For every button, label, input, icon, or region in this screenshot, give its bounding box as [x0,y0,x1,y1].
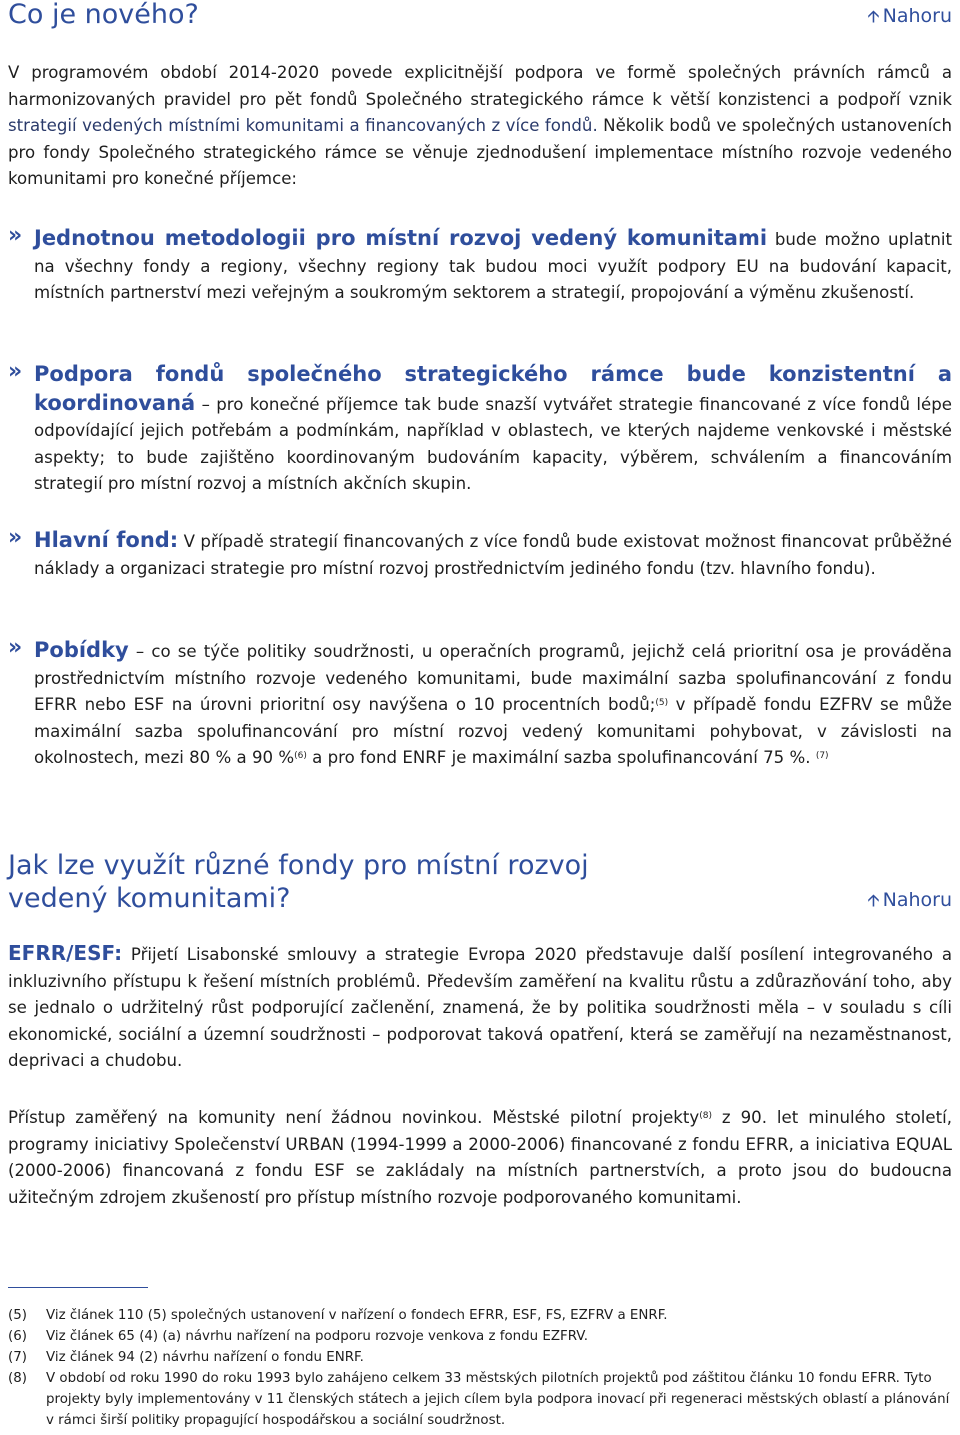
bullet-lead-fund [8,527,952,582]
back-to-top-label: Nahoru [882,5,952,27]
paragraph-text-b: z 90. let minulého století, programy iniciativy Společenství URBAN (1994-1999 a 2000-2006) financované z fondu EFRR, a iniciativa EQUAL (2000-2006) financovaná z fondu ESF se zakládaly na místních partnerstvích, a proto jsou do budoucna užitečným zdrojem zkušeností pro přístup místního rozvoje podporovaného komunitami. [8,1108,952,1207]
footnote-divider [8,1287,148,1288]
footnote-number: (6) [8,1329,27,1344]
footnote-ref[interactable]: (5) [655,698,669,708]
footnote-text: Viz článek 110 (5) společných ustanovení v nařízení o fondech EFRR, ESF, FS, EZFRV a ENRF. [46,1308,668,1323]
footnote-ref[interactable]: (8) [699,1111,712,1121]
intro-text-c: Několik bodů ve společných ustanoveních pro fondy Společného strategického rámce se věnuje zjednodušení implementace místního rozvoje vedeného komunitami pro konečné příjemce: [8,116,952,188]
back-to-top-label: Nahoru [882,889,952,911]
section-title-line2: vedený komunitami? [8,883,291,914]
footnote-item [8,1326,952,1347]
chevron-right-icon: » [8,359,23,384]
intro-paragraph [8,60,952,193]
footnote-number: (8) [8,1371,27,1386]
bullet-text: V případě strategií financovaných z více fondů bude existovat možnost financovat průběžné náklady a organizaci strategie pro místní rozvoj prostřednictvím jediného fondu (tzv. hlavního fondu). [34,532,952,578]
bullet-keyword: Jednotnou metodologii pro místní rozvoj vedený komunitami [34,226,768,250]
chevron-right-icon: » [8,223,23,248]
chevron-right-icon: » [8,525,23,550]
arrow-up-icon: 🡩 [867,7,880,27]
footnote-ref[interactable]: (6) [294,751,307,761]
footnote-item [8,1368,952,1431]
footnote-list [8,1305,952,1431]
efrr-esf-paragraph [8,940,952,1075]
bullet-text: bude možno uplatnit na všechny fondy a regiony, všechny regiony tak budou moci využít podpory EU na budování kapacit, místních partnerství mezi veřejným a soukromým sektorem a strategií, propojování a výměnu zkušeností. [34,230,952,302]
efrr-keyword: EFRR/ESF: [8,941,123,965]
footnote-ref[interactable]: (7) [815,751,829,761]
chevron-right-icon: » [8,635,23,660]
arrow-up-icon: 🡩 [867,891,880,911]
bullet-text: – pro konečné příjemce tak bude snazší vytvářet strategie financované z více fondů lépe odpovídající jejich potřebám a podmínkám, například v oblastech, ve kterých najdeme venkovské i městské aspekty; to bude zajištěno koordinovaným budováním kapacity, výběrem, schválením a financováním strategií pro místní rozvoj a místních akčních skupin. [34,394,952,493]
footnote-text: V období od roku 1990 do roku 1993 bylo zahájeno celkem 33 městských pilotních projektů pod záštitou článku 10 fondu EFRR. Tyto projekty byly implementovány v 11 členských státech a jejich cílem byla podpora inovací při regeneraci městských oblastí a plánování v rámci širší politiky propagující hospodářskou a sociální soudržnost. [46,1371,950,1428]
intro-text-a: V programovém období 2014-2020 povede explicitnější podpora ve formě společných právních rámců a harmonizovaných pravidel pro pět fondů Společného strategického rámce k větší konzistenci a podpoří vznik [8,63,952,109]
section-title-line1: Jak lze využít různé fondy pro místní rozvoj [8,850,589,881]
bullet-text: v případě fondu EZFRV se může maximální sazba spolufinancování pro místní rozvoj vedený komunitami pohybovat, v závislosti na okolnostech, mezi 80 % a 90 % [34,695,953,767]
bullet-coordination [8,361,952,498]
community-approach-paragraph [8,1105,952,1211]
footnote-item [8,1347,952,1368]
efrr-text: Přijetí Lisabonské smlouvy a strategie Evropa 2020 představuje další posílení integrovaného a inkluzivního přístupu k řešení místních problémů. Především zaměření na kvalitu růstu a zdůrazňování toho, aby se jednalo o udržitelný růst podporující začlenění, znamená, že by politika soudržnosti měla – v souladu s cíli ekonomické, sociální a územní soudržnosti – podporovat taková opatření, která se zaměřují na nezaměstnanost, deprivaci a chudobu. [8,945,952,1070]
intro-text-highlight: strategií vedených místními komunitami a financovaných z více fondů. [8,116,598,135]
bullet-keyword: Pobídky [34,638,129,662]
back-to-top-link[interactable] [867,888,952,917]
bullet-methodology [8,225,952,307]
bullet-keyword: Hlavní fond: [34,528,179,552]
footnote-item [8,1305,952,1326]
footnote-number: (7) [8,1350,27,1365]
section-title-funds [8,849,589,915]
bullet-text: – co se týče politiky soudržnosti, u operačních programů, jejichž celá prioritní osa je prováděna prostřednictvím místního rozvoje vedeného komunitami, bude maximální sazba spolufinancování z fondu EFRR nebo ESF na úrovni prioritní osy navýšena o 10 procentních bodů; [34,642,952,714]
footnote-number: (5) [8,1308,27,1323]
paragraph-text-a: Přístup zaměřený na komunity není žádnou novinkou. Městské pilotní projekty [8,1108,700,1127]
section-title-new: Co je nového? [8,0,199,30]
bullet-text: a pro fond ENRF je maximální sazba spolufinancování 75 %. [306,748,811,767]
footnote-text: Viz článek 94 (2) návrhu nařízení o fondu ENRF. [46,1350,364,1365]
bullet-keyword: Podpora fondů společného strategického rámce bude konzistentní a koordinovaná [34,362,952,415]
bullet-incentives [8,637,952,772]
back-to-top-link[interactable] [867,4,952,33]
footnote-text: Viz článek 65 (4) (a) návrhu nařízení na podporu rozvoje venkova z fondu EZFRV. [46,1329,588,1344]
